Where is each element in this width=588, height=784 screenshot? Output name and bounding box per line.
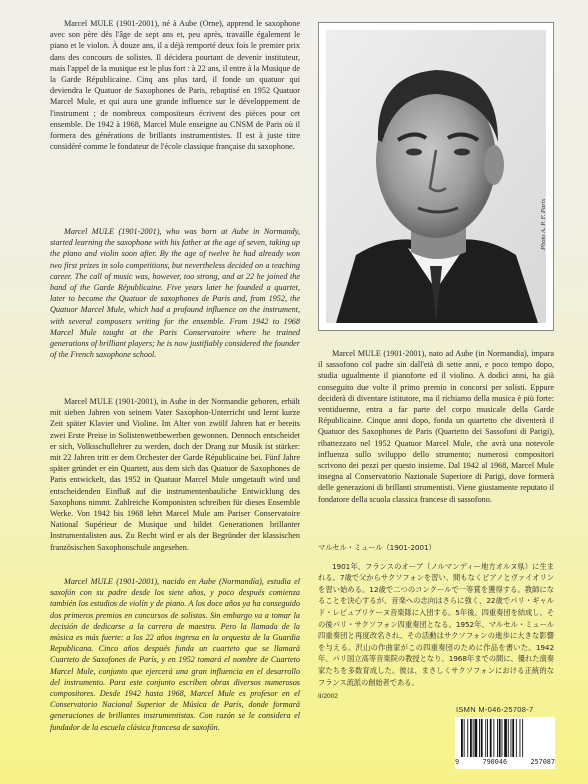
- barcode-digits: [455, 757, 555, 766]
- portrait-image: [326, 30, 546, 323]
- french-text: Marcel MULE (1901-2001), né à Aube (Orne), apprend le saxophone avec son père dès l'âge de sept ans et, peu après, travaille également le piano et le violon. À douze ans, il a déjà remporté deux fois le premier prix dans des concours de solistes. Il décidera pourtant de devenir instituteur, mais l'appel de la musique est le plus fort : à 22 ans, il entre à la Musique de la Garde Républicaine. Cinq ans plus tard, il fonde un quatuor qui deviendra le Quatuor de Saxophones de Paris, rebaptisé en 1952 Quatuor Marcel Mule, et qui aura une grande influence sur le développement de l'instrument ; de nombreux compositeurs écrivent des pièces pour cet ensemble. De 1942 à 1968, Marcel Mule enseigne au CNSM de Paris où il formera des générations de brillants instrumentistes. Il est à juste titre considéré comme le fondateur de l'école classique française du saxophone.: [50, 19, 300, 152]
- portrait-photo: [318, 22, 554, 331]
- barcode-bar: [481, 719, 483, 757]
- barcode-bar: [473, 719, 474, 757]
- barcode-bar: [475, 719, 478, 757]
- barcode-bar: [504, 719, 507, 757]
- barcode-digit-group: 257087: [530, 758, 555, 766]
- barcode-bar: [499, 719, 501, 757]
- english-biography: [50, 226, 300, 360]
- barcode-bar: [493, 719, 494, 757]
- spanish-text: Marcel MULE (1901-2001), nacido en Aube (Normandía), estudia el saxofón con su padre desde los siete años, y poco después comienza también los estudios de violín y de piano. A los doce años ya ha conseguido dos primeros premios en concursos de solistas. Sin embargo va a tomar la decisión de dedicarse a la carrera de maestro. Pero la llamada de la música es más fuerte: a los 22 años ingresa en la orquesta de la Guardia Republicana. Cinco años después funda un cuarteto que se llamará Cuarteto de Saxofones de París, y en 1952 tomará el nombre de Cuarteto Marcel Mule, conjunto que ejercerá una gran influencia en el desarrollo del instrumento. Para este conjunto escriben obras diversos numerosos compositores. Desde 1942 hasta 1968, Marcel Mule es profesor en el Conservatorio Nacional Superior de Música de París, donde formará generaciones de brillantes instrumentistas. Con razón se le considera el fundador de la escuela clásica francesa de saxofón.: [50, 577, 300, 732]
- japanese-biography: [318, 542, 554, 688]
- barcode-digit-group: 790046: [482, 758, 508, 766]
- barcode-bar: [485, 719, 486, 757]
- photo-credit: Photo A. P. F. Paris: [540, 198, 547, 250]
- barcode-bar: [502, 719, 503, 757]
- ismn-number: ISMN M-046-25708-7: [456, 705, 534, 714]
- barcode-bar: [464, 719, 465, 757]
- italian-text: Marcel MULE (1901-2001), nato ad Aube (in Normandia), impara il sassofono col padre sin dall'età di sette anni, e poco tempo dopo, studia ugualmente il pianoforte ed il violino. A dodici anni, ha già conseguito due volte il primo premio in concorsi per solisti. Eppure deciderà di diventare istitutore, ma il richiamo della musica è più forte: ventiduenne, entra a far parte del corpo musicale della Garde Républicaine. Cinque anni dopo, fonda un quartetto che diventerà il Quatuor des Saxophones de Paris (Quartetto dei Sassofoni di Parigi), ribattezzato nel 1952 Quatuor Marcel Mule, che avrà una notevole influenza sullo sviluppo dello strumento; numerosi compositori scrivono dei pezzi per questo insieme. Dal 1942 al 1968, Marcel Mule insegna al Conservatorio Nazionale Superiore di Parigi, dove formerà delle generazioni di brillanti strumentisti. Viene giustamente reputato il fondatore della scuola classica francese di sassofono.: [318, 349, 554, 504]
- barcode-digit-group: 9: [455, 758, 460, 766]
- barcode-bar: [487, 719, 488, 757]
- german-biography: [50, 396, 300, 553]
- barcode-bar: [508, 719, 509, 757]
- barcode-bar: [461, 719, 463, 757]
- barcode-bar: [522, 719, 523, 757]
- barcode-bar: [470, 719, 472, 757]
- italian-biography: [318, 348, 554, 505]
- barcode-bar: [479, 719, 480, 757]
- spanish-biography: [50, 576, 300, 733]
- barcode-bars: [455, 717, 555, 757]
- barcode-bar: [490, 719, 492, 757]
- edition-code: II/2002: [318, 693, 338, 700]
- french-biography: [50, 18, 300, 152]
- barcode-bar: [520, 719, 521, 757]
- barcode-bar: [497, 719, 498, 757]
- english-text: Marcel MULE (1901-2001), who was born at Aube in Normandy, started learning the saxophone with his father at the age of seven, taking up the piano and violin soon after. By the age of twelve he had already won two first prizes in solo competitions, but nevertheless decided on a teaching career. The call of music was, however, too strong, and at 22 he joined the band of the Garde Républicaine. Five years later he founded a quartet, later to become the Quatuor de saxophones de Paris and, from 1952, the Quatuor Marcel Mule, which had a profound influence on the instrument, with several composers writing for the ensemble. From 1942 to 1968 Marcel Mule taught at the Paris Conservatoire where he trained generations of brilliant players; he is now justifiably considered the founder of the French saxophone school.: [50, 227, 300, 360]
- barcode-bar: [516, 719, 517, 757]
- japanese-heading: マルセル・ミュール（1901-2001）: [318, 543, 436, 552]
- barcode-bar: [511, 719, 512, 757]
- barcode-bar: [512, 719, 514, 757]
- japanese-text: 1901年、フランスのオーブ（ノルマンディー地方オルヌ県）に生まれる。7歳で父からサクソフォンを習い、間もなくピアノとヴァイオリンを習い始める。12歳で二つのコンクールで一等賞を獲得する。教師になることを決心するが、音楽への志向はさらに強く、22歳でパリ・ギャルド・レピュブリケーヌ音楽隊に入団する。5年後、四重奏団を結成し、その後パリ・サクソフォン四重奏団となる。1952年、マルセル・ミュール四重奏団と再度改名され、その活動はサクソフォンの進歩に大きな影響を与える。沢山の作曲家がこの四重奏団のために作品を書いた。1942年、パリ国立高等音楽院の教授となり、1968年までの間に、優れた演奏家たちを多数育成した。彼は、まさしくサクソフォンにおける正統的なフランス流派の創始者である。: [318, 561, 554, 687]
- barcode-bar: [467, 719, 468, 757]
- german-text: Marcel MULE (1901-2001), in Aube in der Normandie geboren, erhält mit sieben Jahren von seinem Vater Saxophon-Unterricht und lernt kurze Zeit später Klavier und Violine. Im Alter von zwölf Jahren hat er bereits zwei Erste Preise in Solistenwettbewerben gewonnen. Dennoch entscheidet er sich, Volksschullehrer zu werden, doch der Drang zur Musik ist stärker: mit 22 Jahren tritt er dem Orchester der Garde Républicaine bei. Fünf Jahre später gründet er ein Quartett, aus dem sich das Quatuor de Saxophones de Paris entwickelt, das 1952 in Quatuor Marcel Mule umgetauft wird und entscheidenden Einfluß auf die instrumentenbauliche Entwicklung des Saxophons nimmt. Zahlreiche Komponisten schreiben für dieses Ensemble Werke. Von 1942 bis 1968 lehrt Marcel Mule am Pariser Conservatoire National Supérieur de Musique und bildet Generationen brillanter Instrumentalisten aus. Zu Recht wird er als der Begründer der klassischen französischen Saxophonschule angesehen.: [50, 397, 300, 552]
